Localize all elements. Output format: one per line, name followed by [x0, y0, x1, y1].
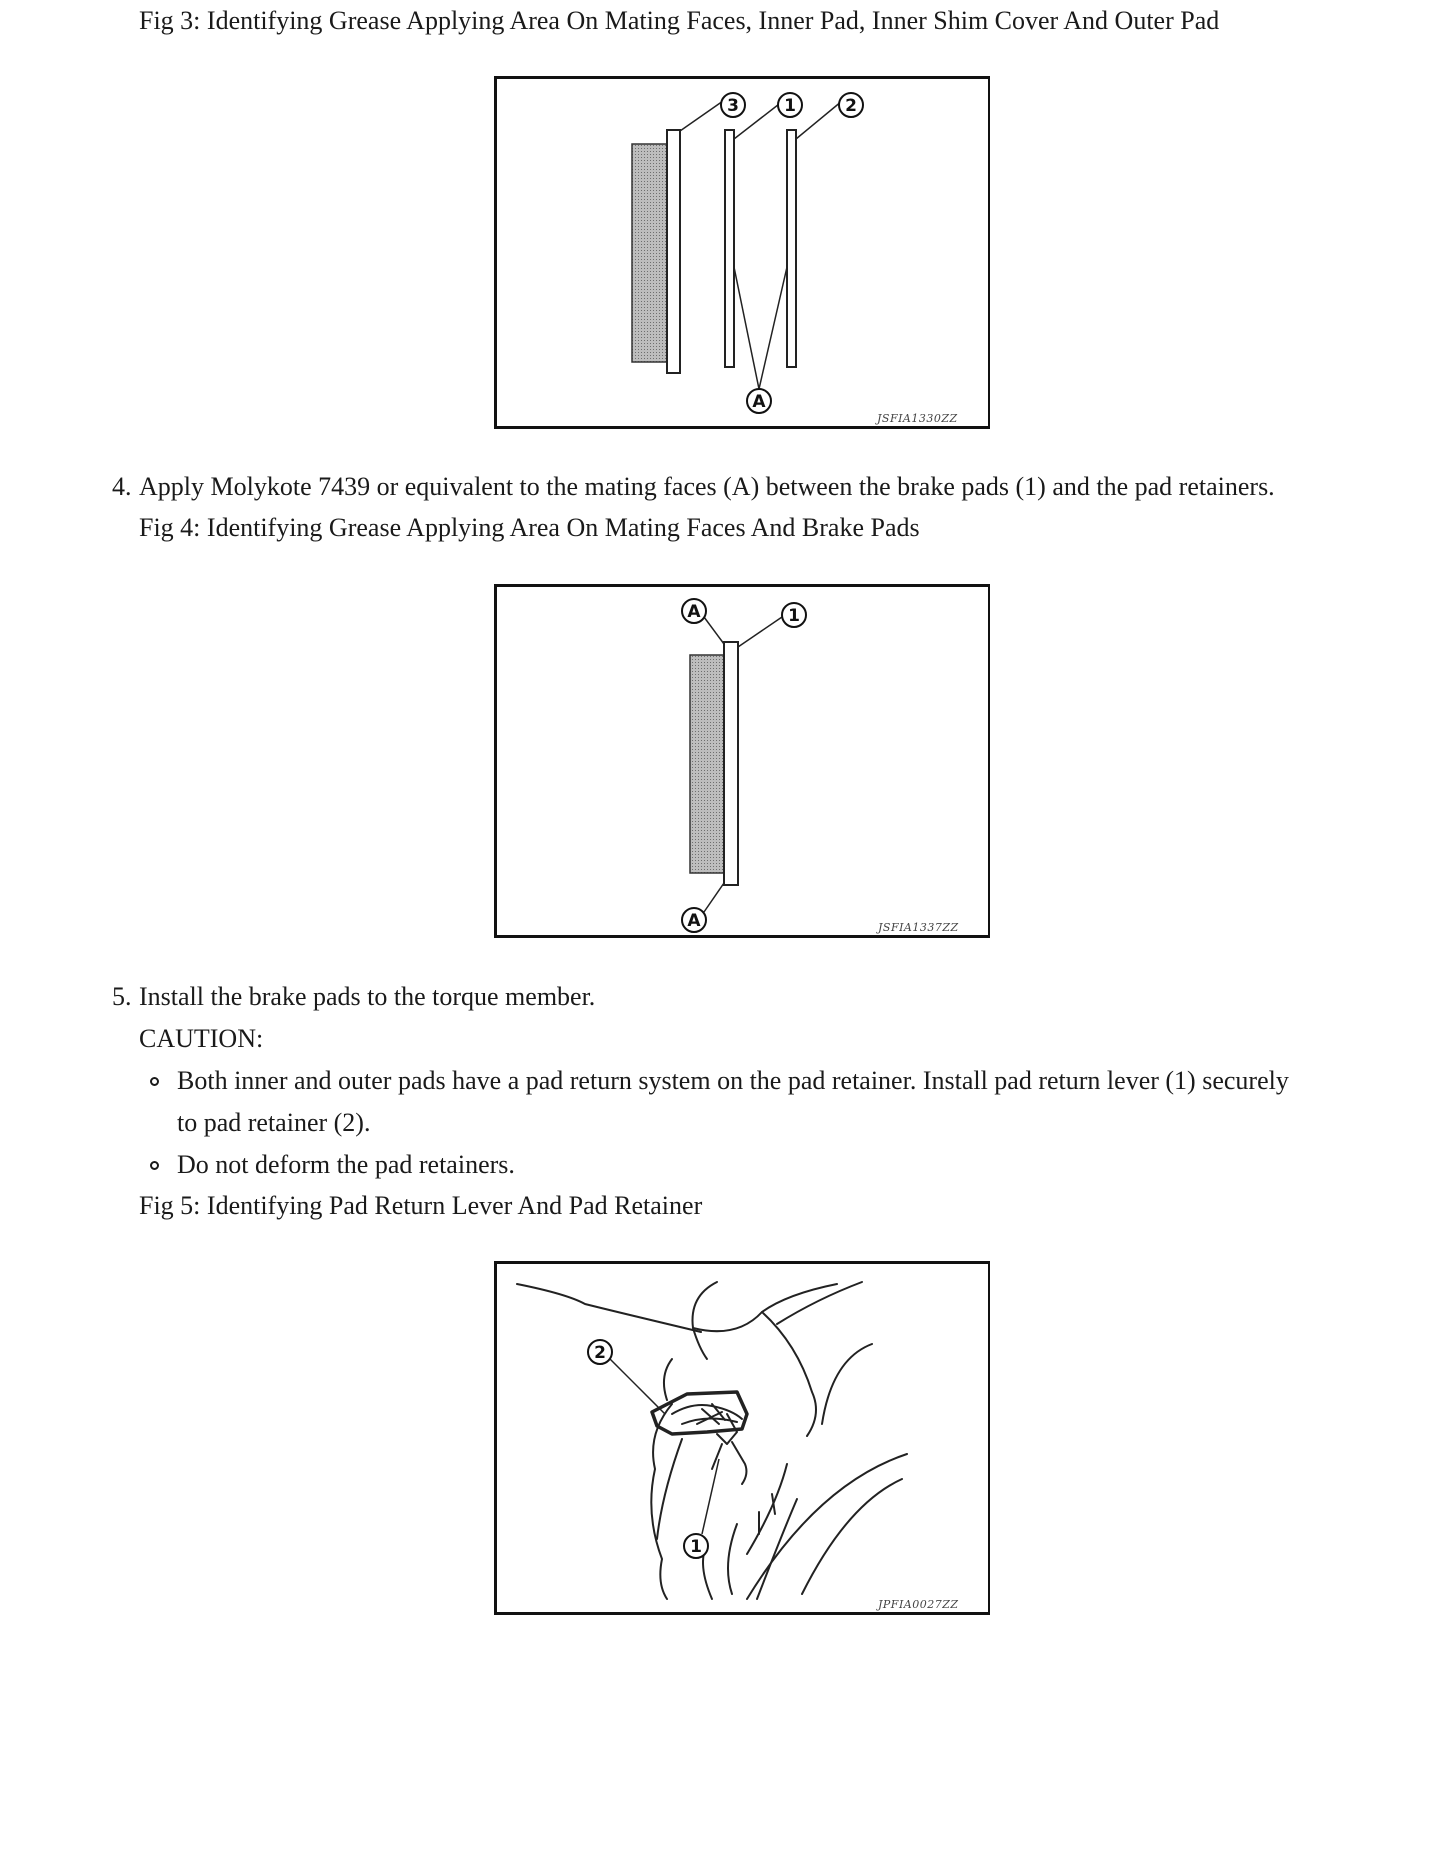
step4-number: 4. [112, 472, 132, 501]
callout-2: 2 [594, 1343, 606, 1363]
callout-1: 1 [788, 606, 800, 626]
callout-2: 2 [845, 96, 857, 116]
inner-shim [725, 130, 734, 367]
step4-text: Apply Molykote 7439 or equivalent to the mating faces (A) between the brake pads (1) and the pad retainers. [139, 472, 1275, 501]
fig3-image [494, 76, 990, 429]
bullet-marker [150, 1161, 159, 1170]
caution-bullet-2: Do not deform the pad retainers. [177, 1150, 515, 1179]
fig5-callouts [588, 1340, 708, 1558]
caliper-illustration [517, 1282, 907, 1599]
fig3-code: JSFIA1330ZZ [877, 412, 958, 425]
callout-a-top: A [687, 602, 701, 622]
fig5-code: JPFIA0027ZZ [878, 1598, 959, 1611]
callout-3: 3 [727, 96, 739, 116]
inner-pad-plate [667, 130, 680, 373]
caution-bullet-1-line1: Both inner and outer pads have a pad return system on the pad retainer. Install pad return lever (1) securely [177, 1066, 1289, 1095]
step5-text: Install the brake pads to the torque member. [139, 982, 596, 1011]
fig4-code: JSFIA1337ZZ [878, 921, 959, 934]
fig5-drawing [497, 1264, 993, 1618]
fig5-image [494, 1261, 990, 1615]
brake-pad-friction [690, 655, 724, 873]
step5-number: 5. [112, 982, 132, 1011]
caution-label: CAUTION: [139, 1024, 264, 1053]
fig4-drawing [497, 587, 993, 941]
fig3-drawing [497, 79, 993, 432]
fig5-caption: Fig 5: Identifying Pad Return Lever And Pad Retainer [139, 1191, 703, 1220]
brake-pad-plate [724, 642, 738, 885]
fig4-image [494, 584, 990, 938]
inner-shim-cover [787, 130, 796, 367]
callout-a-bottom: A [687, 911, 701, 931]
fig4-caption: Fig 4: Identifying Grease Applying Area On Mating Faces And Brake Pads [139, 513, 920, 542]
fig3-caption: Fig 3: Identifying Grease Applying Area On Mating Faces, Inner Pad, Inner Shim Cover And Outer Pad [139, 6, 1220, 35]
callout-1: 1 [784, 96, 796, 116]
callout-1: 1 [690, 1537, 702, 1557]
callout-a: A [752, 392, 766, 412]
caution-bullet-1-line2: to pad retainer (2). [177, 1108, 371, 1137]
friction-material [632, 144, 667, 362]
bullet-marker [150, 1077, 159, 1086]
